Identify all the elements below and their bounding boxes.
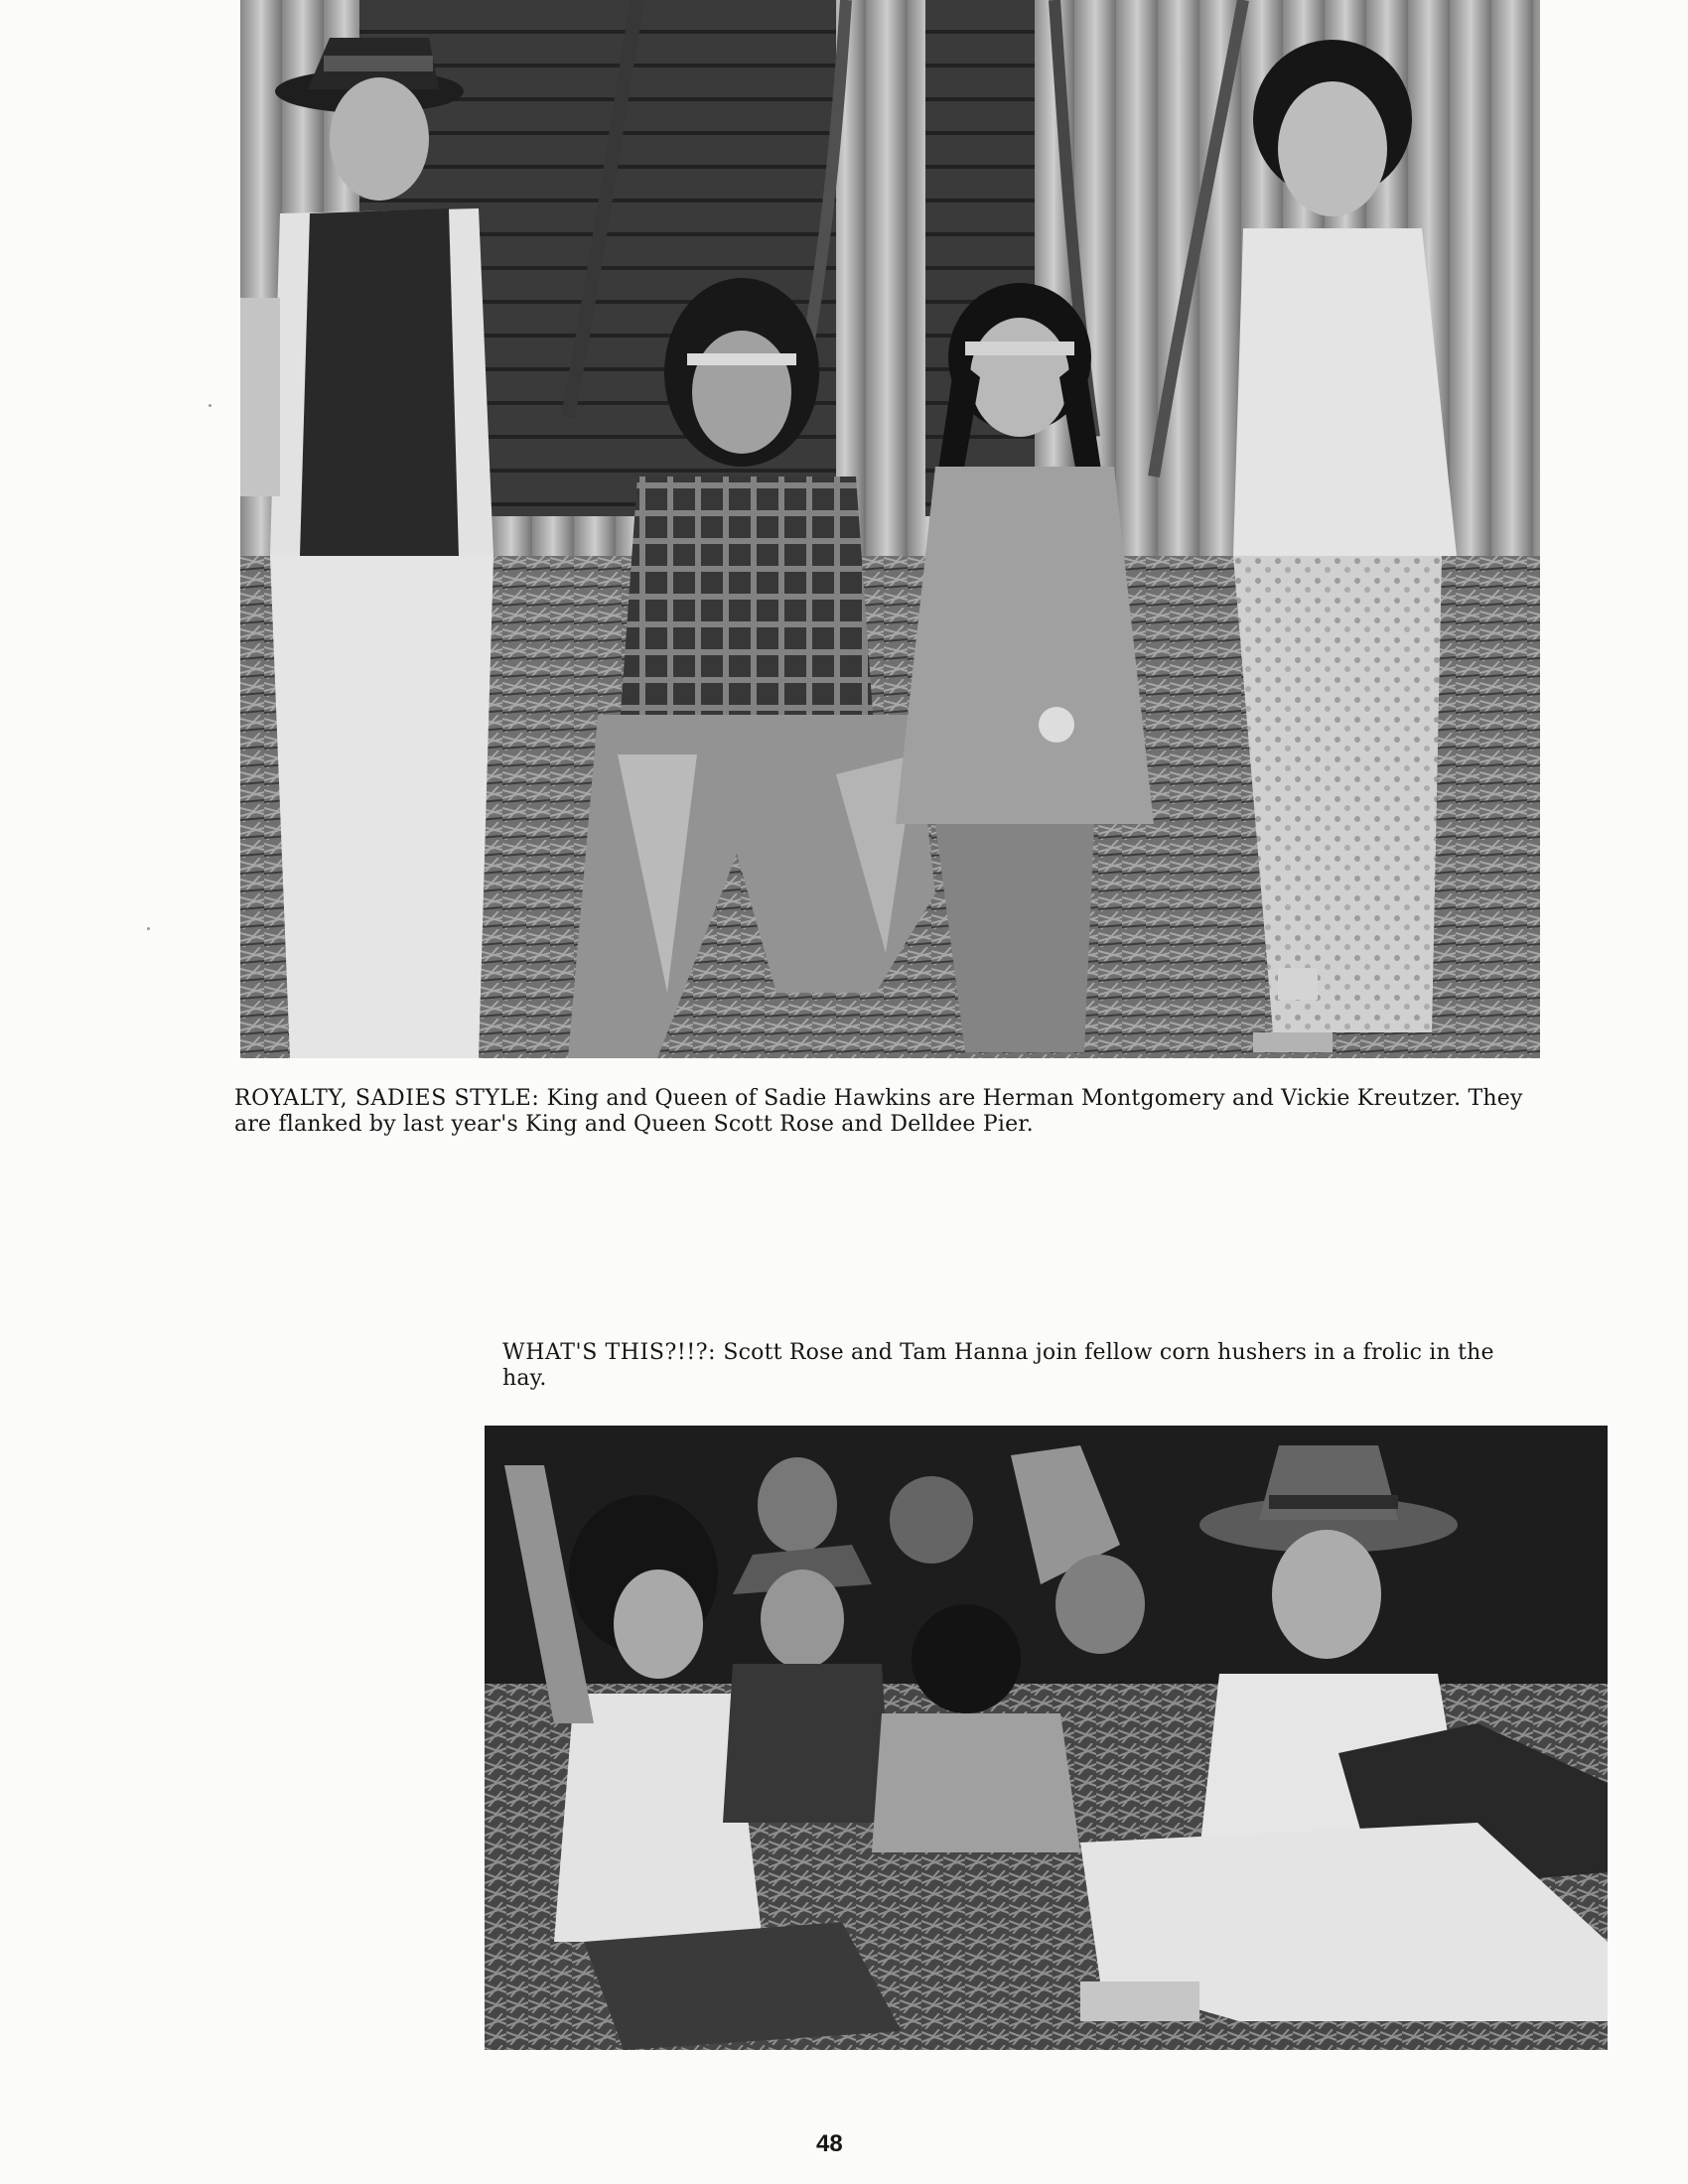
- royalty-photo-image: [240, 0, 1540, 1058]
- frolic-caption: [502, 1340, 1535, 1392]
- frolic-photo: [485, 1426, 1608, 2050]
- paper-speck: [209, 404, 211, 407]
- royalty-caption: [234, 1086, 1545, 1138]
- frolic-caption-lead: WHAT'S THIS?!!?:: [502, 1340, 717, 1365]
- royalty-photo: [240, 0, 1540, 1058]
- royalty-caption-lead: ROYALTY, SADIES STYLE:: [234, 1086, 540, 1111]
- royalty-caption-text: King and Queen of Sadie Hawkins are Herman Montgomery and Vickie Kreutzer. They are flanked by last year's King and Queen Scott Rose and Delldee Pier.: [234, 1086, 1523, 1137]
- frolic-caption-text: Scott Rose and Tam Hanna join fellow corn hushers in a frolic in the hay.: [502, 1340, 1494, 1391]
- paper-speck: [147, 927, 150, 930]
- frolic-photo-image: [485, 1426, 1608, 2050]
- page-number: 48: [816, 2130, 843, 2157]
